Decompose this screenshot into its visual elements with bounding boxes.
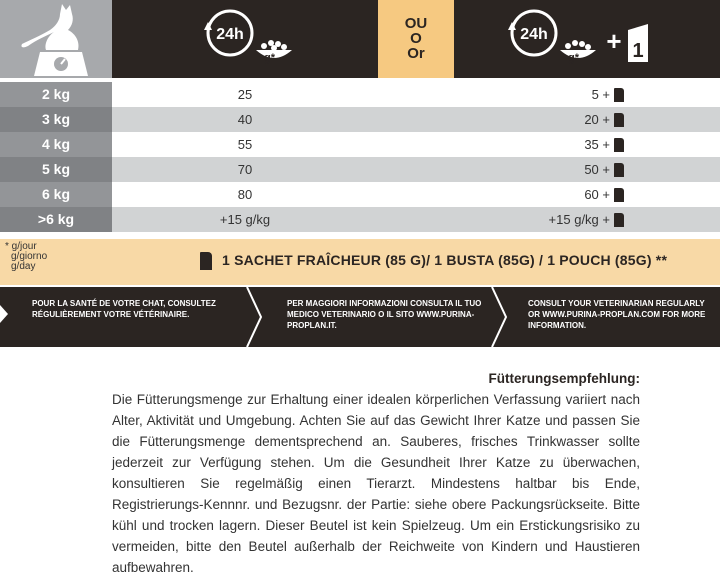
or-label-it: O [410,30,422,47]
pouch-icon [614,88,624,102]
weight-cell: 4 kg [0,132,112,157]
or-spacer [378,107,454,132]
recommendation-heading: Fütterungsempfehlung: [488,371,640,386]
or-spacer [378,82,454,107]
chevron-separator-icon [490,287,510,347]
weight-cell: 6 kg [0,182,112,207]
dry-amount-cell: +15 g/kg [112,207,378,232]
mix-amount-value: 20 + [584,112,610,127]
sachet-text: 1 SACHET FRAÎCHEUR (85 G)/ 1 BUSTA (85G) / 1 POUCH (85G) ** [222,252,668,268]
unit-en: g/day [11,261,36,272]
clock-bowl-pouch-icon [454,0,720,78]
mix-hours-label: 24h [520,26,548,43]
mix-amount-value: 5 + [591,87,610,102]
cat-scale-icon [0,0,112,78]
mix-amount-cell [454,132,720,157]
table-row [0,107,720,132]
table-row [0,182,720,207]
pouch-icon [614,113,624,127]
dry-amount-cell: 40 [112,107,378,132]
unit-fr: * g/jour [5,241,37,252]
pouch-icon [614,138,624,152]
dry-amount-cell: 55 [112,132,378,157]
mix-amount-value: +15 g/kg + [548,212,610,227]
info-text-it: PER MAGGIORI INFORMAZIONI CONSULTA IL TUO MEDICO VETERINARIO O IL SITO WWW.PURINA-PROPLAN.IT. [287,299,482,330]
or-label-fr: OU [404,15,428,32]
chevron-separator-icon [245,287,265,347]
table-row [0,207,720,232]
mix-amount-cell [454,107,720,132]
units-legend [5,242,47,272]
sachet-icon [200,252,212,270]
pouch-icon [614,163,624,177]
dry-hours-label: 24h [216,26,244,43]
pouch-icon [614,213,624,227]
or-label-en: Or [407,45,425,62]
table-row [0,132,720,157]
mix-amount-cell [454,157,720,182]
pouch-icon [614,188,624,202]
mix-amount-value: 50 + [584,162,610,177]
or-column-header [378,0,454,78]
or-spacer [378,132,454,157]
recommendation-text: Die Fütterungsmenge zur Erhaltung einer idealen körperlichen Verfassung variiert nach Alter, Aktivität und Umgebung. Achten Sie auf das Gewicht Ihrer Katze und passen Sie die Fütterungsmenge dementsprechend an. Sauberes, frisches Trinkwasser sollte jederzeit zur Verfügung stehen. Um die Gesundheit Ihrer Katze zu überwachen, konsultieren Sie regelmäßig einen Tierarzt. Mindestens haltbar bis Ende, Registrierungs-Kennnr. und Bezugsnr. der Partie: siehe obere Packungsrückseite. Bitte kühl und trocken lagern. Dieser Beutel ist kein Spielzeug. Um ein Erstickungsrisiko zu vermeiden, bitte den Beutel außerhalb der Reichweite von Kindern und Haustieren aufbewahren. [112,392,640,575]
feeding-recommendation [112,368,640,578]
unit-it: g/giorno [11,251,48,262]
info-text-en: CONSULT YOUR VETERINARIAN REGULARLY OR WWW.PURINA-PROPLAN.COM FOR MORE INFORMATION. [528,299,706,330]
cat-on-scale-header [0,0,112,78]
mix-plus-sign: + [606,26,622,56]
mixed-feeding-header [454,0,720,78]
info-text-fr: POUR LA SANTÉ DE VOTRE CHAT, CONSULTEZ RÉGULIÈREMENT VOTRE VÉTÉRINAIRE. [32,299,216,319]
weight-cell: 2 kg [0,82,112,107]
weight-cell: >6 kg [0,207,112,232]
dry-amount-cell: 25 [112,82,378,107]
mix-amount-value: 35 + [584,137,610,152]
mix-amount-cell [454,182,720,207]
or-spacer [378,157,454,182]
dry-only-header [112,0,378,78]
table-row [0,82,720,107]
or-spacer [378,207,454,232]
weight-cell: 3 kg [0,107,112,132]
clock-bowl-icon [112,0,378,78]
dry-amount-cell: 80 [112,182,378,207]
arrow-icon [0,305,8,323]
weight-cell: 5 kg [0,157,112,182]
dry-amount-cell: 70 [112,157,378,182]
or-spacer [378,182,454,207]
mix-unit-label: g* [568,52,579,64]
mix-pouch-count: 1 [632,40,644,62]
dry-unit-label: g* [264,52,275,64]
mix-amount-value: 60 + [584,187,610,202]
mix-amount-cell [454,207,720,232]
mix-amount-cell [454,82,720,107]
table-row [0,157,720,182]
